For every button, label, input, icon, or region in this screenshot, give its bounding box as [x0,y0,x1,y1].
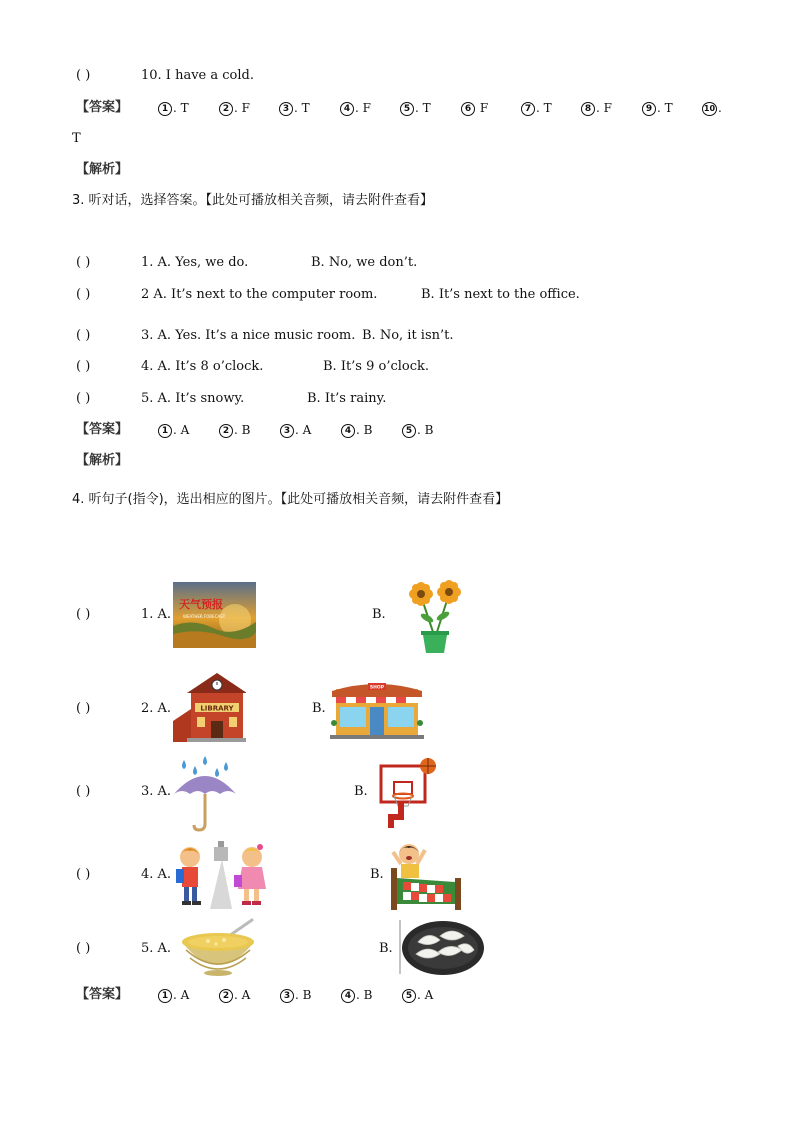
option-a: 5. A. It’s snowy. [141,391,245,406]
answer-label: 【答案】 [76,422,129,437]
section-title-3: 3. 听对话，选择答案。【此处可播放相关音频，请去附件查看】 [72,193,434,208]
answer-item: 5 . B [402,422,433,438]
answer-item: 2 . B [219,422,250,438]
answer-label: 【答案】 [76,100,129,115]
shop-building-image [330,679,424,739]
answer-blank[interactable]: ( ) [76,701,91,716]
answer-item: 3 . T [279,100,310,116]
answer-item: 10 . [703,101,722,115]
option-b: B. No, we don’t. [311,255,418,270]
answer-wrap: T [72,131,81,146]
option-b: B. It’s next to the office. [421,287,580,302]
option-b: B. It’s 9 o’clock. [323,359,430,374]
option-a: 5. A. [141,941,172,956]
umbrella-rain-image [170,754,240,832]
answer-blank[interactable]: ( ) [76,941,91,956]
answer-blank[interactable]: ( ) [76,287,91,302]
answer-label: 【答案】 [76,987,129,1002]
question-item-10: 10. I have a cold. [141,68,254,83]
answer-item: 1 . T [158,100,189,116]
answer-item: 5 . A [402,987,433,1003]
option-b: B. [354,784,368,799]
answer-item: 4 . F [340,100,371,116]
analysis-label: 【解析】 [76,162,129,177]
option-a: 2 A. It’s next to the computer room. [141,287,378,302]
potted-flowers-image [405,576,465,654]
kids-going-to-school-image [172,839,270,909]
answer-blank[interactable]: ( ) [76,328,91,343]
weather-forecast-image [173,582,256,648]
answer-item: 8 . F [581,100,612,116]
answer-item: 1 . A [158,422,189,438]
svg-text:LIBRARY: LIBRARY [200,704,234,713]
answer-blank[interactable]: ( ) [76,68,91,83]
answer-item: 1 . A [158,987,189,1003]
svg-text:天气预报: 天气预报 [179,598,223,611]
basketball-hoop-image [376,756,438,828]
option-a: 3. A. [141,784,172,799]
answer-item: 2 . A [219,987,250,1003]
option-b: B. [370,867,384,882]
answer-blank[interactable]: ( ) [76,359,91,374]
answer-item: 7 . T [521,100,552,116]
svg-text:WEATHER FORECAST: WEATHER FORECAST [183,614,226,619]
option-b: B. [312,701,326,716]
option-b: B. No, it isn’t. [362,328,454,343]
option-b: B. [372,607,386,622]
svg-text:SHOP: SHOP [369,685,385,691]
plate-of-dumplings-image [398,918,486,976]
library-building-image [173,669,246,742]
answer-blank[interactable]: ( ) [76,255,91,270]
option-a: 3. A. Yes. It’s a nice music room. [141,328,356,343]
option-a: 4. A. [141,867,172,882]
child-getting-up-image [389,838,463,912]
option-a: 2. A. [141,701,172,716]
option-a: 4. A. It’s 8 o’clock. [141,359,264,374]
answer-blank[interactable]: ( ) [76,607,91,622]
answer-blank[interactable]: ( ) [76,784,91,799]
answer-item: 4 . B [341,987,372,1003]
answer-item: 6 F [461,100,488,116]
option-b: B. It’s rainy. [307,391,387,406]
answer-item: 5 . T [400,100,431,116]
answer-item: 4 . B [341,422,372,438]
option-a: 1. A. Yes, we do. [141,255,249,270]
option-b: B. [379,941,393,956]
option-a: 1. A. [141,607,172,622]
analysis-label: 【解析】 [76,453,129,468]
answer-item: 9 . T [642,100,673,116]
answer-item: 3 . B [280,987,311,1003]
answer-blank[interactable]: ( ) [76,867,91,882]
answer-item: 2 . F [219,100,250,116]
answer-item: 3 . A [280,422,311,438]
section-title-4: 4. 听句子(指令)，选出相应的图片。【此处可播放相关音频，请去附件查看】 [72,492,509,507]
answer-blank[interactable]: ( ) [76,391,91,406]
bowl-of-soup-image [178,918,258,976]
